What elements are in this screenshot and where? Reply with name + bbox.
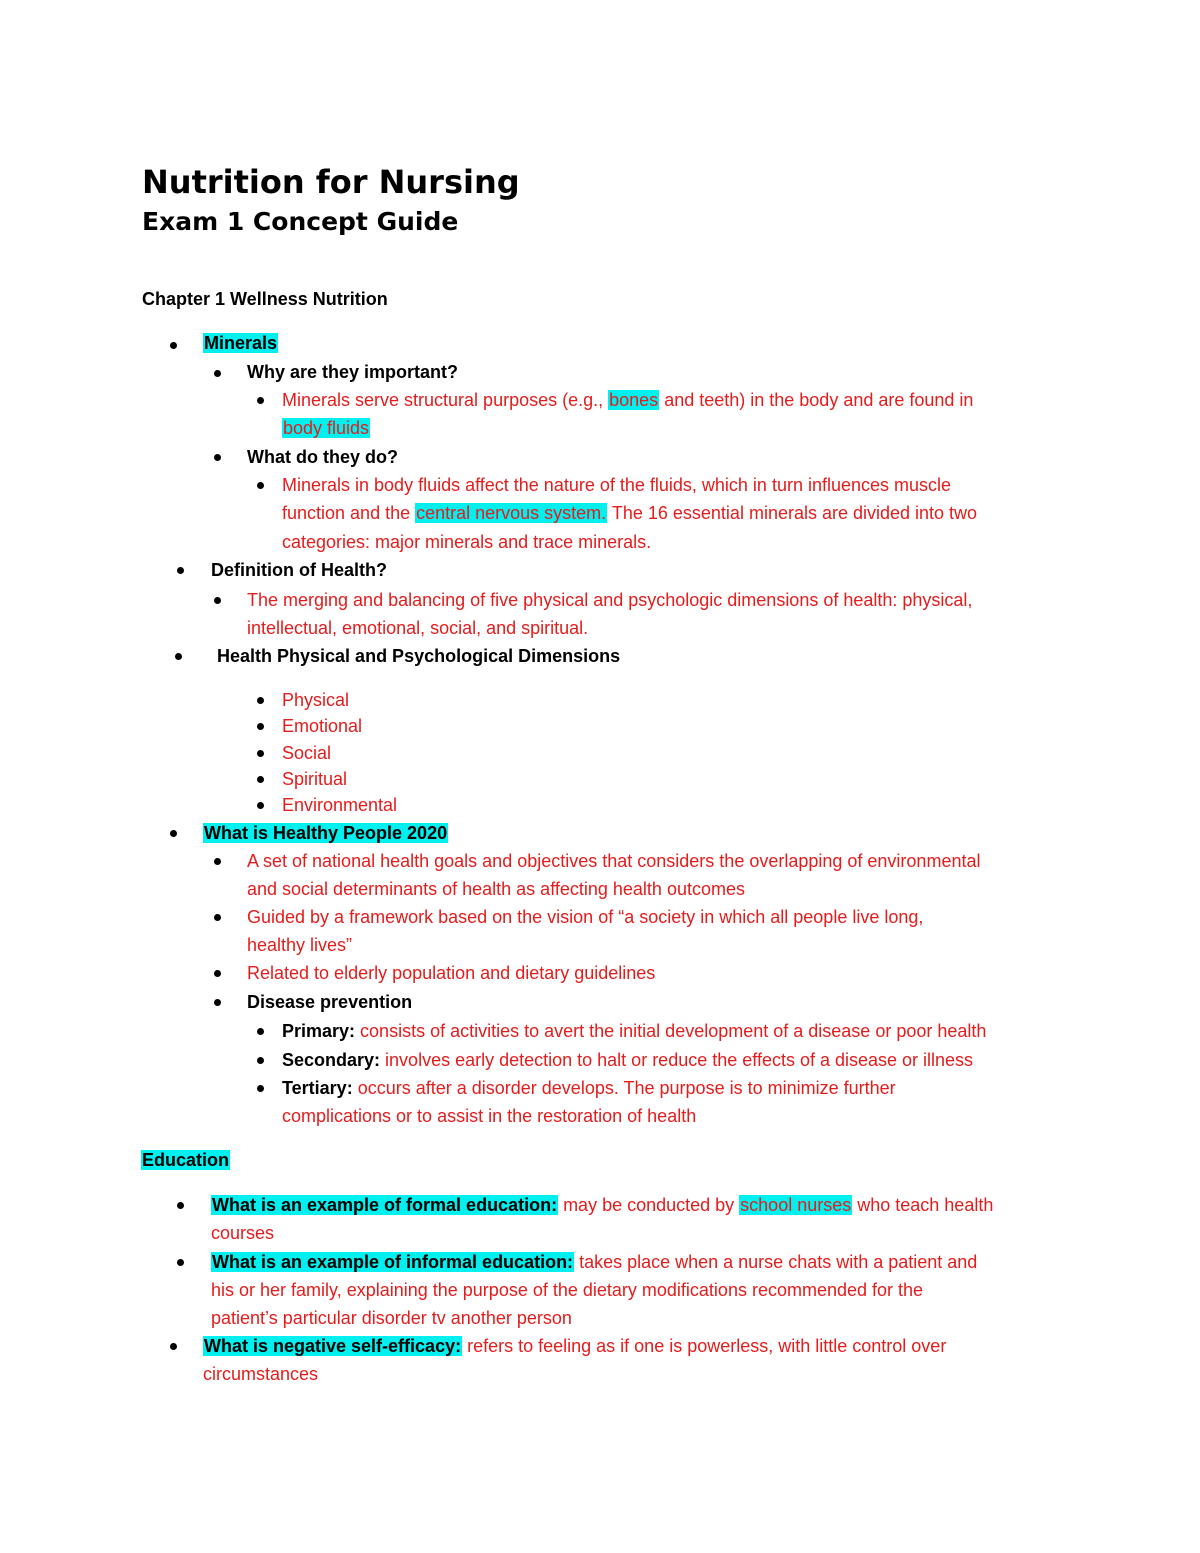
dimensions-label: Health Physical and Psychological Dimensions: [217, 646, 621, 666]
informal-education-line-3: patient’s particular disorder tv another person: [211, 1308, 572, 1328]
bullet-icon: [214, 597, 221, 604]
bullet-icon: [214, 999, 221, 1006]
prevention-secondary: Secondary: involves early detection to halt or reduce the effects of a disease or illness: [282, 1050, 974, 1070]
minerals-answer-2-line-3: categories: major minerals and trace minerals.: [282, 532, 652, 552]
healthy-people-point-1-line-2: and social determinants of health as affecting health outcomes: [247, 879, 745, 899]
disease-prevention-label: Disease prevention: [247, 992, 413, 1012]
minerals-answer-1-line-1: Minerals serve structural purposes (e.g., bones and teeth) in the body and are found in: [282, 390, 974, 410]
formal-education-line-1: What is an example of formal education: may be conducted by school nurses who teach health: [212, 1195, 994, 1215]
health-definition-line-1: The merging and balancing of five physical and psychologic dimensions of health: physical,: [247, 590, 973, 610]
bullet-icon: [257, 1085, 264, 1092]
bullet-icon: [177, 1259, 184, 1266]
bullet-icon: [175, 653, 182, 660]
bullet-icon: [214, 454, 221, 461]
bullet-icon: [257, 750, 264, 757]
bullet-icon: [170, 342, 177, 349]
minerals-answer-1-line-2: body fluids: [283, 418, 370, 438]
prevention-tertiary-line-1: Tertiary: occurs after a disorder develops. The purpose is to minimize further: [282, 1078, 896, 1098]
dimension-item: Social: [282, 743, 332, 763]
bullet-icon: [177, 567, 184, 574]
bullet-icon: [257, 1028, 264, 1035]
bullet-icon: [257, 776, 264, 783]
informal-education-line-1: What is an example of informal education: takes place when a nurse chats with a patient and: [212, 1252, 978, 1272]
healthy-people-point-3: Related to elderly population and dietary guidelines: [247, 963, 656, 983]
health-definition-label: Definition of Health?: [211, 560, 387, 580]
bullet-icon: [257, 482, 264, 489]
bullet-icon: [177, 1202, 184, 1209]
bullet-icon: [257, 723, 264, 730]
bullet-icon: [257, 802, 264, 809]
minerals-answer-2-line-2: function and the central nervous system. The 16 essential minerals are divided into two: [282, 503, 978, 523]
minerals-label: Minerals: [204, 333, 278, 353]
bullet-icon: [170, 830, 177, 837]
chapter-heading: Chapter 1 Wellness Nutrition: [142, 289, 388, 309]
prevention-primary: Primary: consists of activities to avert the initial development of a disease or poor health: [282, 1021, 987, 1041]
formal-education-line-2: courses: [211, 1223, 275, 1243]
minerals-question-2: What do they do?: [247, 447, 398, 467]
minerals-question-1: Why are they important?: [247, 362, 459, 382]
bullet-icon: [257, 1057, 264, 1064]
bullet-icon: [214, 914, 221, 921]
bullet-icon: [170, 1343, 177, 1350]
bullet-icon: [257, 397, 264, 404]
page-subtitle: Exam 1 Concept Guide: [142, 207, 459, 236]
minerals-answer-2-line-1: Minerals in body fluids affect the nature of the fluids, which in turn influences muscle: [282, 475, 952, 495]
dimension-item: Environmental: [282, 795, 398, 815]
bullet-icon: [257, 697, 264, 704]
healthy-people-point-2-line-2: healthy lives”: [247, 935, 353, 955]
dimension-item: Spiritual: [282, 769, 348, 789]
bullet-icon: [214, 370, 221, 377]
healthy-people-point-1-line-1: A set of national health goals and objectives that considers the overlapping of environmental: [247, 851, 981, 871]
negative-self-efficacy-line-1: What is negative self-efficacy: refers to feeling as if one is powerless, with little control over: [204, 1336, 947, 1356]
negative-self-efficacy-line-2: circumstances: [203, 1364, 319, 1384]
bullet-icon: [214, 858, 221, 865]
page-title: Nutrition for Nursing: [142, 163, 520, 201]
education-heading: Education: [142, 1150, 230, 1170]
informal-education-line-2: his or her family, explaining the purpose of the dietary modifications recommended for the: [211, 1280, 924, 1300]
dimension-item: Emotional: [282, 716, 363, 736]
bullet-icon: [214, 970, 221, 977]
dimension-item: Physical: [282, 690, 350, 710]
healthy-people-label: What is Healthy People 2020: [204, 823, 448, 843]
healthy-people-point-2-line-1: Guided by a framework based on the vision of “a society in which all people live long,: [247, 907, 924, 927]
health-definition-line-2: intellectual, emotional, social, and spiritual.: [247, 618, 589, 638]
prevention-tertiary-line-2: complications or to assist in the restoration of health: [282, 1106, 697, 1126]
